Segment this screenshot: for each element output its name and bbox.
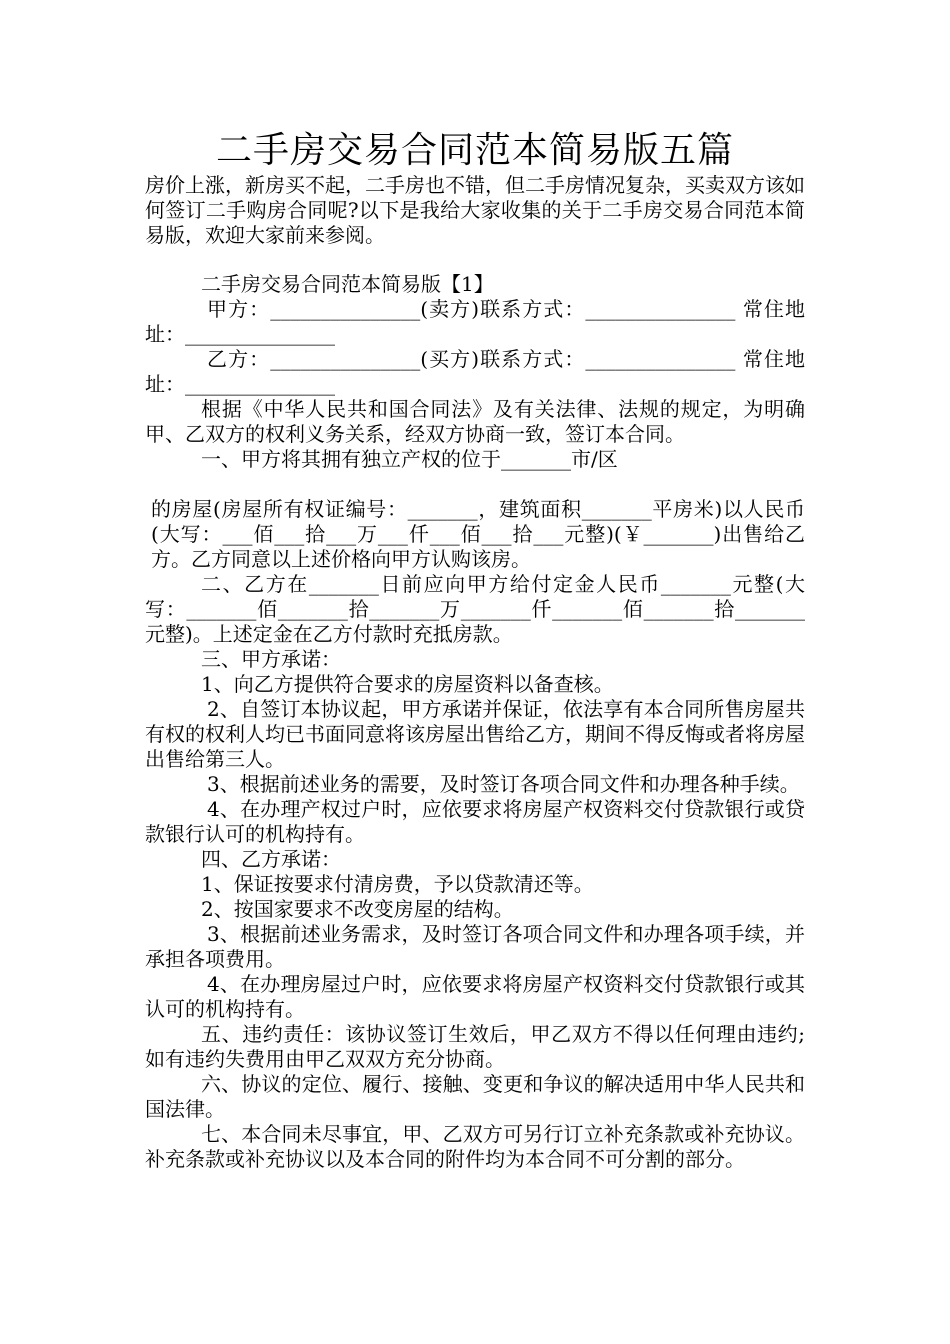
clause-3-item-4: 4、在办理产权过户时，应依要求将房屋产权资料交付贷款银行或贷款银行认可的机构持有。 — [145, 797, 805, 846]
party-a-line: 甲方：_______________(卖方)联系方式：_______________ 常住地址：_______________ — [145, 297, 805, 346]
clause-5: 五、违约责任：该协议签订生效后，甲乙双方不得以任何理由违约;如有违约失费用由甲乙双双方充分协商。 — [145, 1022, 805, 1071]
clause-basis: 根据《中华人民共和国合同法》及有关法律、法规的规定，为明确甲、乙双方的权利义务关系，经双方协商一致，签订本合同。 — [145, 397, 805, 446]
clause-4-heading: 四、乙方承诺： — [201, 847, 341, 871]
clause-1-tail: 的房屋(房屋所有权证编号：_______，建筑面积_______平房米)以人民币(大写：___佰___拾___万___仟___佰___拾___元整)(￥_______)出售给乙方。乙方同意以上述价格向甲方认购该房。 — [151, 497, 805, 571]
clause-4-item-3: 3、根据前述业务需求，及时签订各项合同文件和办理各项手续，并承担各项费用。 — [145, 922, 805, 971]
intro-paragraph: 房价上涨，新房买不起，二手房也不错，但二手房情况复杂，买卖双方该如何签订二手购房合同呢?以下是我给大家收集的关于二手房交易合同范本简易版，欢迎大家前来参阅。 — [145, 173, 805, 247]
clause-3-item-2: 2、自签订本协议起，甲方承诺并保证，依法享有本合同所售房屋共有权的权利人均已书面同意将该房屋出售给乙方，期间不得反悔或者将房屋出售给第三人。 — [145, 697, 805, 771]
clause-6: 六、协议的定位、履行、接触、变更和争议的解决适用中华人民共和国法律。 — [145, 1072, 805, 1121]
party-b-line: 乙方：_______________(买方)联系方式：_______________ 常住地址：_______________ — [145, 347, 805, 396]
clause-4-item-4: 4、在办理房屋过户时，应依要求将房屋产权资料交付贷款银行或其认可的机构持有。 — [145, 972, 805, 1021]
document-title: 二手房交易合同范本简易版五篇 — [215, 130, 734, 171]
clause-4-item-1: 1、保证按要求付清房费，予以贷款清还等。 — [201, 872, 594, 896]
clause-2: 二、乙方在_______日前应向甲方给付定金人民币_______元整(大写：_______佰_______拾_______万_______仟_______佰_______拾_______元整)。上述定金在乙方付款时充抵房款。 — [145, 572, 805, 646]
section-heading: 二手房交易合同范本简易版【1】 — [201, 272, 494, 296]
clause-3-item-3: 3、根据前述业务的需要，及时签订各项合同文件和办理各种手续。 — [207, 772, 800, 796]
clause-1-head: 一、甲方将其拥有独立产权的位于_______市/区 — [201, 447, 618, 471]
clause-7: 七、本合同未尽事宜，甲、乙双方可另行订立补充条款或补充协议。补充条款或补充协议以及本合同的附件均为本合同不可分割的部分。 — [145, 1122, 805, 1171]
clause-3-item-1: 1、向乙方提供符合要求的房屋资料以备查核。 — [201, 672, 614, 696]
clause-4-item-2: 2、按国家要求不改变房屋的结构。 — [201, 897, 514, 921]
document-body — [145, 173, 805, 1172]
clause-3-heading: 三、甲方承诺： — [201, 647, 341, 671]
